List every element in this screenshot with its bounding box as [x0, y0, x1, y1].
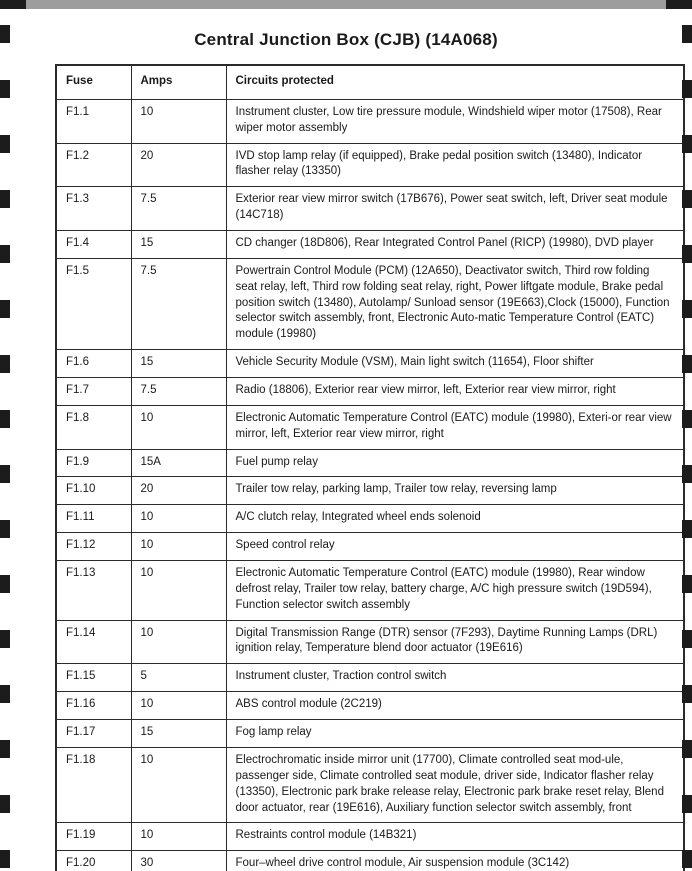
amps-cell: 10 — [131, 561, 226, 621]
fuse-cell: F1.6 — [56, 350, 131, 378]
fuse-cell: F1.20 — [56, 851, 131, 871]
circuits-cell: Electronic Automatic Temperature Control (EATC) module (19980), Exteri-or rear view mirror, left, Exterior rear view mirror, right — [226, 405, 684, 449]
amps-cell: 20 — [131, 477, 226, 505]
amps-cell: 10 — [131, 99, 226, 143]
circuits-cell: IVD stop lamp relay (if equipped), Brake pedal position switch (13480), Indicator flasher relay (13350) — [226, 143, 684, 187]
circuits-cell: A/C clutch relay, Integrated wheel ends solenoid — [226, 505, 684, 533]
fuse-cell: F1.2 — [56, 143, 131, 187]
circuits-cell: Digital Transmission Range (DTR) sensor (7F293), Daytime Running Lamps (DRL) ignition relay, Temperature blend door actuator (19E616) — [226, 620, 684, 664]
table-row — [56, 477, 684, 505]
amps-cell: 15A — [131, 449, 226, 477]
amps-cell: 10 — [131, 405, 226, 449]
table-row — [56, 378, 684, 406]
amps-cell: 15 — [131, 231, 226, 259]
amps-cell: 15 — [131, 350, 226, 378]
table-row — [56, 720, 684, 748]
fuse-cell: F1.1 — [56, 99, 131, 143]
circuits-cell: Electronic Automatic Temperature Control (EATC) module (19980), Rear window defrost relay, Trailer tow relay, battery charge, A/C high pressure switch (19D594), Function selector switch assembly — [226, 561, 684, 621]
circuits-cell: Trailer tow relay, parking lamp, Trailer tow relay, reversing lamp — [226, 477, 684, 505]
fuse-cell: F1.10 — [56, 477, 131, 505]
fuse-cell: F1.19 — [56, 823, 131, 851]
table-row — [56, 747, 684, 822]
amps-cell: 10 — [131, 692, 226, 720]
scan-edge-marks-left — [0, 9, 10, 871]
amps-cell: 10 — [131, 747, 226, 822]
fuse-cell: F1.3 — [56, 187, 131, 231]
circuits-cell: Restraints control module (14B321) — [226, 823, 684, 851]
table-row — [56, 505, 684, 533]
circuits-cell: Powertrain Control Module (PCM) (12A650), Deactivator switch, Third row folding seat relay, left, Third row folding seat relay, right, Power liftgate module, Brake pedal position switch (13480), Autolamp/ Sunload sensor (19E663),Clock (15000), Function selector switch assembly, front, Electronic Auto-matic Temperature Control (EATC) module (19980) — [226, 258, 684, 349]
table-row — [56, 449, 684, 477]
circuits-cell: ABS control module (2C219) — [226, 692, 684, 720]
circuits-cell: Instrument cluster, Low tire pressure module, Windshield wiper motor (17508), Rear wiper motor assembly — [226, 99, 684, 143]
table-row — [56, 405, 684, 449]
amps-cell: 20 — [131, 143, 226, 187]
table-row — [56, 664, 684, 692]
col-header-circuits: Circuits protected — [226, 65, 684, 99]
circuits-cell: Vehicle Security Module (VSM), Main light switch (11654), Floor shifter — [226, 350, 684, 378]
circuits-cell: CD changer (18D806), Rear Integrated Control Panel (RICP) (19980), DVD player — [226, 231, 684, 259]
col-header-fuse: Fuse — [56, 65, 131, 99]
fuse-cell: F1.5 — [56, 258, 131, 349]
table-row — [56, 851, 684, 871]
table-row — [56, 143, 684, 187]
fuse-cell: F1.9 — [56, 449, 131, 477]
fuse-cell: F1.14 — [56, 620, 131, 664]
fuse-cell: F1.13 — [56, 561, 131, 621]
circuits-cell: Fuel pump relay — [226, 449, 684, 477]
table-row — [56, 533, 684, 561]
circuits-cell: Fog lamp relay — [226, 720, 684, 748]
table-row — [56, 561, 684, 621]
table-row — [56, 187, 684, 231]
amps-cell: 10 — [131, 823, 226, 851]
amps-cell: 10 — [131, 620, 226, 664]
scan-edge-marks-right — [682, 9, 692, 871]
fuse-cell: F1.12 — [56, 533, 131, 561]
circuits-cell: Speed control relay — [226, 533, 684, 561]
circuits-cell: Electrochromatic inside mirror unit (17700), Climate controlled seat mod-ule, passenger side, Climate controlled seat module, driver side, Indicator flasher relay (13350), Electronic park brake release relay, Electronic park brake reset relay, Blend door actuator, rear (19E616), Auxiliary function selector switch assembly, front — [226, 747, 684, 822]
fuse-cell: F1.16 — [56, 692, 131, 720]
fuse-cell: F1.15 — [56, 664, 131, 692]
scan-top-bar — [0, 0, 692, 9]
table-row — [56, 692, 684, 720]
table-row — [56, 231, 684, 259]
circuits-cell: Four–wheel drive control module, Air suspension module (3C142) — [226, 851, 684, 871]
amps-cell: 15 — [131, 720, 226, 748]
circuits-cell: Instrument cluster, Traction control switch — [226, 664, 684, 692]
fuse-cell: F1.4 — [56, 231, 131, 259]
table-body — [56, 99, 684, 871]
amps-cell: 10 — [131, 505, 226, 533]
fuse-cell: F1.8 — [56, 405, 131, 449]
table-row — [56, 350, 684, 378]
amps-cell: 7.5 — [131, 187, 226, 231]
fuse-cell: F1.17 — [56, 720, 131, 748]
amps-cell: 30 — [131, 851, 226, 871]
page-title: Central Junction Box (CJB) (14A068) — [194, 30, 498, 49]
col-header-amps: Amps — [131, 65, 226, 99]
table-row — [56, 99, 684, 143]
amps-cell: 5 — [131, 664, 226, 692]
amps-cell: 7.5 — [131, 378, 226, 406]
amps-cell: 7.5 — [131, 258, 226, 349]
fuse-table — [55, 64, 685, 871]
amps-cell: 10 — [131, 533, 226, 561]
table-row — [56, 620, 684, 664]
fuse-cell: F1.11 — [56, 505, 131, 533]
fuse-cell: F1.7 — [56, 378, 131, 406]
circuits-cell: Exterior rear view mirror switch (17B676), Power seat switch, left, Driver seat module (14C718) — [226, 187, 684, 231]
table-header-row — [56, 65, 684, 99]
fuse-cell: F1.18 — [56, 747, 131, 822]
table-row — [56, 258, 684, 349]
table-row — [56, 823, 684, 851]
circuits-cell: Radio (18806), Exterior rear view mirror, left, Exterior rear view mirror, right — [226, 378, 684, 406]
